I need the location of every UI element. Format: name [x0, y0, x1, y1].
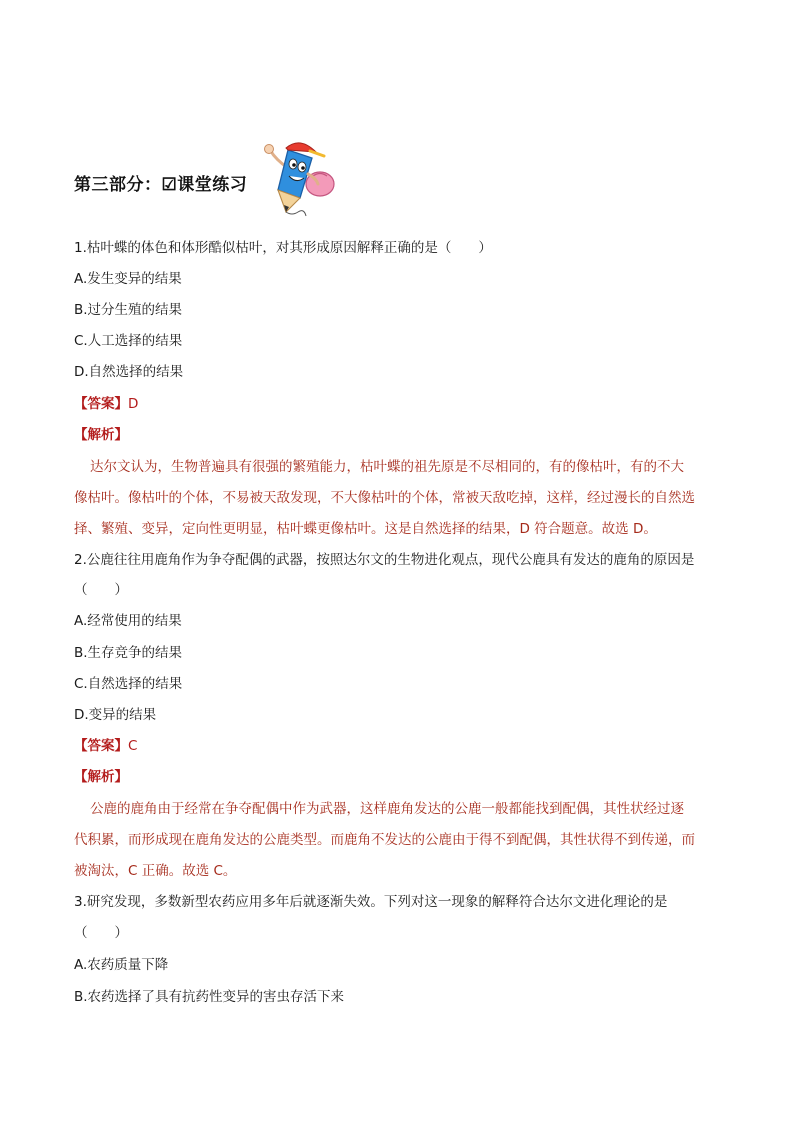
question-2-option-c: C.自然选择的结果 — [74, 676, 183, 692]
question-1-option-d: D.自然选择的结果 — [74, 364, 184, 380]
question-3-option-a: A.农药质量下降 — [74, 957, 169, 973]
question-1-option-c: C.人工选择的结果 — [74, 333, 183, 349]
question-3-option-b: B.农药选择了具有抗药性变异的害虫存活下来 — [74, 989, 345, 1005]
pencil-mascot-icon — [258, 138, 342, 220]
question-2-analysis-label: 【解析】 — [74, 769, 128, 785]
question-3-stem: 3.研究发现，多数新型农药应用多年后就逐渐失效。下列对这一现象的解释符合达尔文进化理论的是 — [74, 894, 668, 910]
question-1-stem: 1.枯叶蝶的体色和体形酷似枯叶，对其形成原因解释正确的是（ ） — [74, 240, 492, 256]
section-title: 第三部分：☑课堂练习 — [74, 175, 248, 195]
question-1-option-a: A.发生变异的结果 — [74, 271, 182, 287]
answer-value: C — [128, 738, 138, 754]
question-2-option-d: D.变异的结果 — [74, 707, 157, 723]
question-1-analysis-label: 【解析】 — [74, 427, 128, 443]
answer-value: D — [128, 396, 139, 412]
question-1-answer — [74, 394, 138, 414]
answer-label: 【答案】 — [74, 396, 128, 412]
question-2-stem: （ ） — [74, 582, 128, 598]
question-2-analysis-line: 公鹿的鹿角由于经常在争夺配偶中作为武器，这样鹿角发达的公鹿一般都能找到配偶，其性状经过逐 — [90, 801, 684, 817]
question-2-option-b: B.生存竞争的结果 — [74, 645, 183, 661]
question-2-stem: 2.公鹿往往用鹿角作为争夺配偶的武器，按照达尔文的生物进化观点，现代公鹿具有发达的鹿角的原因是 — [74, 552, 695, 568]
question-1-analysis-line: 择、繁殖、变异，定向性更明显，枯叶蝶更像枯叶。这是自然选择的结果，D 符合题意。故选 D。 — [74, 521, 657, 537]
question-2-analysis-line: 被淘汰，C 正确。故选 C。 — [74, 863, 237, 879]
question-2-answer — [74, 736, 137, 756]
question-2-analysis-line: 代积累，而形成现在鹿角发达的公鹿类型。而鹿角不发达的公鹿由于得不到配偶，其性状得不到传递，而 — [74, 832, 695, 848]
question-1-analysis-line: 达尔文认为，生物普遍具有很强的繁殖能力，枯叶蝶的祖先原是不尽相同的，有的像枯叶，有的不大 — [90, 459, 684, 475]
question-2-option-a: A.经常使用的结果 — [74, 613, 182, 629]
question-1-option-b: B.过分生殖的结果 — [74, 302, 183, 318]
answer-label: 【答案】 — [74, 738, 128, 754]
question-3-stem: （ ） — [74, 925, 128, 941]
question-1-analysis-line: 像枯叶。像枯叶的个体，不易被天敌发现，不大像枯叶的个体，常被天敌吃掉，这样，经过漫长的自然选 — [74, 490, 695, 506]
